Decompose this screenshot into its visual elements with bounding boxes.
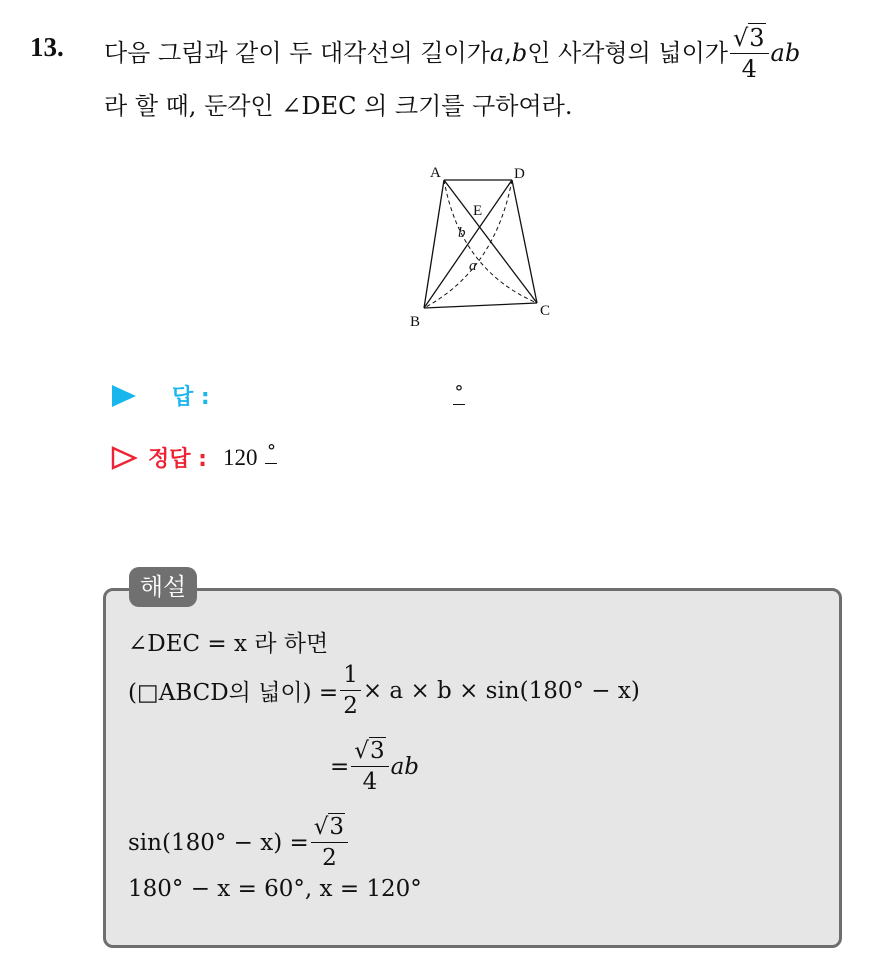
solution-fraction-root3-4: $\frac{√3}{4}$	[351, 736, 388, 797]
half-numerator: 1	[340, 660, 361, 691]
fraction-numerator: 3	[749, 23, 765, 52]
question-text-1: 다음 그림과 같이 두 대각선의 길이가	[104, 39, 490, 67]
two-denominator: 2	[322, 845, 337, 871]
solution-line-3-right: ab	[390, 753, 420, 780]
question-number: 13.	[30, 32, 64, 62]
var-a: a	[489, 39, 505, 67]
answer-unit	[453, 382, 465, 405]
solution-line-1: ∠DEC = x 라 하면	[128, 631, 329, 657]
label-d: D	[514, 166, 525, 182]
outline-play-icon	[110, 445, 138, 471]
label-e: E	[473, 203, 483, 219]
solution-line-2-left: (□ABCD의 넓이) =	[128, 680, 339, 706]
diagonal-bd	[424, 180, 512, 308]
label-c: C	[540, 303, 551, 319]
root3-numerator-2: 3	[329, 814, 345, 840]
correct-answer-label: 정답 :	[148, 447, 207, 472]
solution-line-2-right: × a × b × sin(180° − x)	[362, 677, 640, 704]
label-a: A	[430, 165, 441, 181]
solution-line-2	[128, 660, 640, 721]
label-diag-a: a	[469, 258, 477, 274]
half-denominator: 2	[343, 693, 358, 719]
question-line-2: 라 할 때, 둔각인 ∠DEC 의 크기를 구하여라.	[104, 92, 573, 120]
fraction-denominator: 4	[741, 54, 757, 83]
edge-dc	[512, 180, 537, 303]
label-b: B	[410, 314, 421, 330]
question-text-2: 인 사각형의 넓이가	[527, 39, 728, 67]
comma: ,	[504, 39, 512, 67]
answer-unit-symbol: °	[454, 382, 464, 403]
play-icon	[110, 383, 138, 409]
solution-tab: 해설	[129, 567, 197, 607]
quadrilateral-diagram	[400, 160, 570, 335]
solution-line-3-left: =	[330, 753, 350, 780]
edge-bc	[424, 303, 537, 308]
area-fraction: $\frac{√3}{4}$	[730, 23, 769, 84]
correct-answer-value: 120	[222, 444, 258, 470]
four-denominator: 4	[362, 769, 378, 795]
answer-row	[110, 380, 210, 411]
question-line-1	[104, 22, 800, 84]
fraction-tail: ab	[770, 39, 801, 67]
solution-line-5: 180° − x = 60°, x = 120°	[128, 876, 422, 902]
label-diag-b: b	[458, 225, 466, 241]
correct-answer-row	[110, 442, 277, 473]
correct-unit-symbol: °	[266, 441, 276, 462]
solution-line-4-left: sin(180° − x) =	[128, 829, 309, 856]
correct-answer-unit	[265, 441, 277, 464]
solution-fraction-root3-2: $\frac{√3}{2}$	[311, 812, 348, 873]
solution-line-4	[128, 812, 350, 873]
root3-numerator: 3	[369, 738, 385, 764]
solution-line-3	[330, 736, 419, 797]
solution-fraction-half	[340, 660, 361, 721]
answer-label: 답 :	[172, 385, 210, 410]
edge-ab	[424, 180, 444, 308]
var-b: b	[511, 39, 528, 67]
